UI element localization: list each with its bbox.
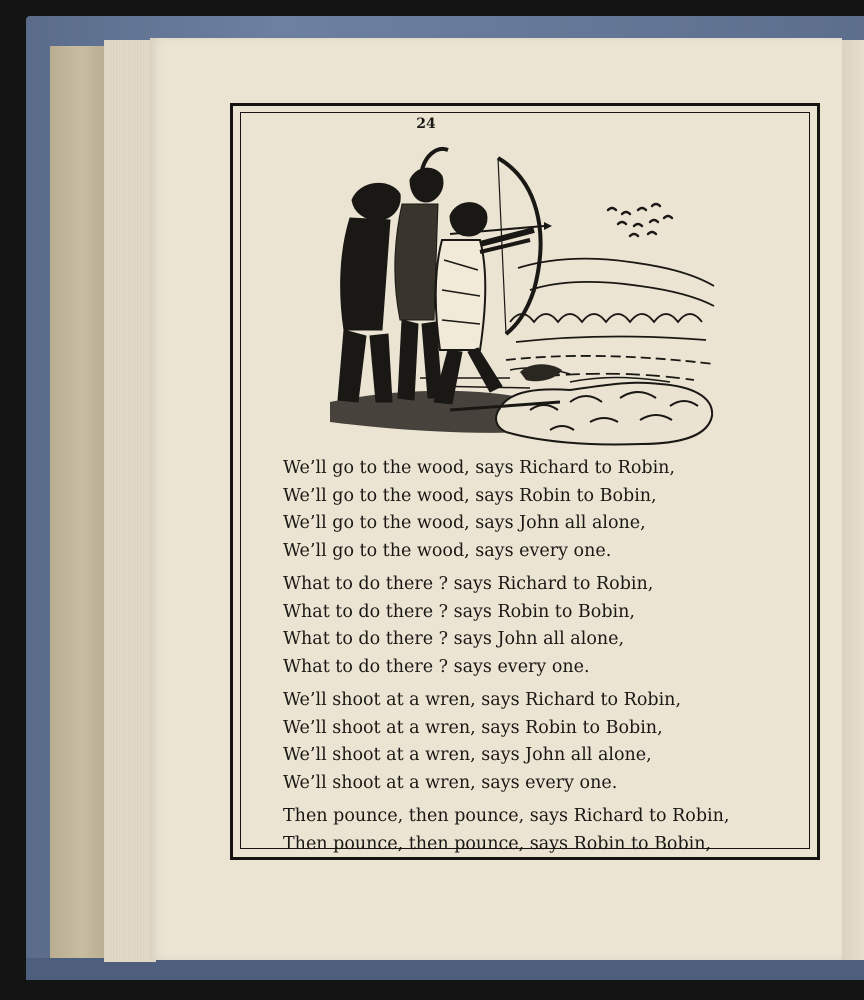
stanza <box>283 687 823 797</box>
page-block-edges <box>104 40 156 962</box>
poem-line: We’ll go to the wood, says Robin to Bobin, <box>283 485 657 506</box>
rocks <box>496 383 712 445</box>
poem-line: What to do there ? says John all alone, <box>283 629 625 649</box>
poem-line: We’ll go to the wood, says every one. <box>283 540 612 561</box>
birds <box>608 204 672 236</box>
poem-line: We’ll shoot at a wren, says John all alone, <box>283 745 652 765</box>
stanza <box>283 455 823 565</box>
poem-line: What to do there ? says every one. <box>283 656 590 677</box>
poem-line: We’ll shoot at a wren, says Robin to Bobin, <box>283 717 663 738</box>
archer-figures <box>338 149 534 404</box>
poem-line: We’ll go to the wood, says John all alone, <box>283 513 646 533</box>
poem-line: Then pounce, then pounce, says Robin to Bobin, <box>283 833 712 854</box>
stanza <box>283 803 823 858</box>
page-number: 24 <box>416 116 436 132</box>
archers-woodcut-illustration <box>330 140 720 450</box>
poem-line: We’ll shoot at a wren, says every one. <box>283 772 618 793</box>
stanza <box>283 571 823 681</box>
poem-line: What to do there ? says Richard to Robin, <box>283 574 654 594</box>
poem-line: We’ll go to the wood, says Richard to Robin, <box>283 458 675 478</box>
arrow-head <box>544 222 552 230</box>
poem <box>283 455 823 864</box>
poem-line: Then pounce, then pounce, says Richard to Robin, <box>283 806 730 826</box>
poem-line: We’ll shoot at a wren, says Richard to Robin, <box>283 690 682 710</box>
dead-bird <box>520 364 562 381</box>
poem-line: What to do there ? says Robin to Bobin, <box>283 601 635 622</box>
